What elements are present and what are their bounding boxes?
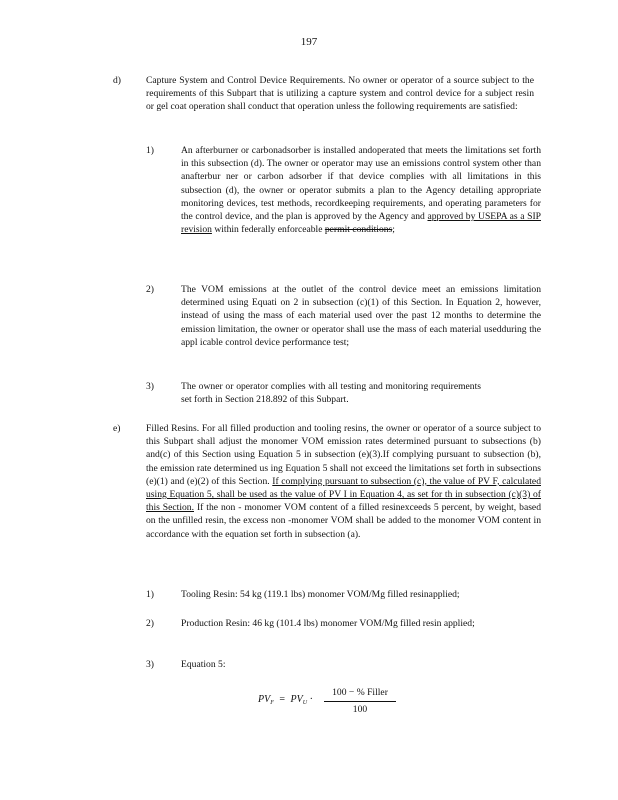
section-d-intro: Capture System and Control Device Requirements. No owner or operator of a source subject to the requirements of this Subpart that is utilizing a capture system and control device for a subject resin or gel coat operation shall conduct that operation unless the following requirements are satisfied: (146, 75, 534, 113)
section-e-inserted: If complying pursuant to subsection (c), the value of PV F, calculated using Equation 5, shall be used as the value of PV I in Equation 4, as set for th in subsection (c)(3) of this Section. (146, 475, 541, 514)
section-d-item-3-label: 3) (146, 381, 154, 392)
equation-5-numerator: 100 − % Filler (332, 687, 388, 698)
section-d-item-1-text: An afterburner or carbonadsorber is installed andoperated that meets the limitations set forth in this subsection (d). The owner or operator may use an emissions control system other than anafterbur ner or carbon adsorber if that device complies with all limitations in this subsection (d), the owner or operator submits a plan to the Agency detailing appropriate monitoring devices, test methods, recordkeeping requirements, and operating parameters for the control device, and the plan is approved by the Agency and (181, 145, 541, 223)
section-d-item-1-inserted: approved by USEPA as a SIP revision (181, 211, 541, 236)
section-e-item-3-label: 3) (146, 659, 154, 670)
section-d-item-1: An afterburner or carbonadsorber is installed andoperated that meets the limitations set forth in this subsection (d). The owner or operator may use an emissions control system other than anafterbur ner or carbon adsorber if that device complies with all limitations in this subsection (d), the owner or operator submits a plan to the Agency detailing appropriate monitoring devices, test methods, recordkeeping requirements, and operating parameters for the control device, and the plan is approved by the Agency and approved by USEPA as a SIP revision within federally enforceable permit conditions; (181, 145, 541, 236)
section-e-label: e) (113, 423, 121, 434)
equation-5-lhs: $PV_F = PV_U$ · (258, 694, 313, 706)
section-e-item-1: Tooling Resin: 54 kg (119.1 lbs) monomer VOM/Mg filled resinapplied; (181, 589, 460, 600)
equation-5-fraction-bar (324, 701, 396, 702)
section-d-item-1-deleted: permit conditions (324, 224, 393, 236)
section-d-item-2-label: 2) (146, 284, 154, 295)
section-d-item-3: The owner or operator complies with all testing and monitoring requirements set forth in Section 218.892 of this Subpart. (181, 381, 481, 406)
section-e-item-2: Production Resin: 46 kg (101.4 lbs) monomer VOM/Mg filled resin applied; (181, 618, 475, 629)
section-e-text-b: If the non - monomer VOM content of a filled resinexceeds 5 percent, by weight, based on the unfilled resin, the excess non -monomer VOM shall be added to the monomer VOM content in accordance with the equation set forth in subsection (a). (146, 502, 541, 540)
section-e-text: Filled Resins. For all filled production and tooling resins, the owner or operator of a source subject to this Subpart shall adjust the monomer VOM emission rates determined pursuant to subsections (b) and(c) of this Section using Equation 5 in subsection (e)(3).If complying pursuant to subsection (b), the emission rate determined us ing Equation 5 shall not exceed the limitations set forth in subsections (e)(1) and (e)(2) of this Section. (146, 423, 541, 487)
section-d-item-2: The VOM emissions at the outlet of the control device meet an emissions limitation determined using Equati on 2 in subsection (c)(1) of this Section. In Equation 2, however, instead of using the mass of each material used over the past 12 months to determine the emission limitation, the owner or operator shall use the mass of each material usedduring the appl icable control device performance test; (181, 284, 541, 348)
section-e-item-1-label: 1) (146, 589, 154, 600)
equation-5-denominator: 100 (352, 704, 368, 715)
section-d-label: d) (113, 75, 121, 86)
section-e-item-2-label: 2) (146, 618, 154, 629)
page-number: 197 (300, 36, 318, 48)
section-e-item-3: Equation 5: (181, 659, 226, 670)
section-d-item-1-label: 1) (146, 145, 154, 156)
section-d-item-1-text-b: within federally enforceable (214, 224, 323, 236)
section-e-body (146, 422, 541, 541)
